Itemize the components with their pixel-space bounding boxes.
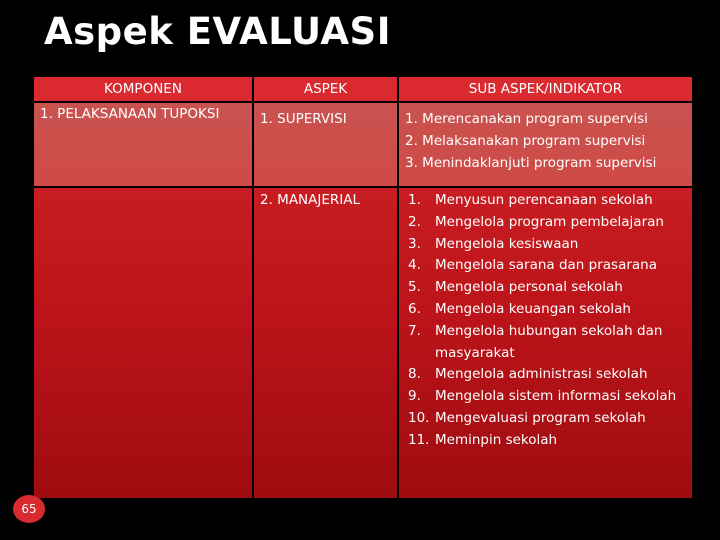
list-item: 1. Menyusun perencanaan sekolah (408, 192, 653, 208)
list-item: 10. Mengevaluasi program sekolah (408, 409, 646, 426)
list-item: 3. Mengelola kesiswaan (408, 235, 579, 252)
header-sub-aspek: SUB ASPEK/INDIKATOR (399, 77, 692, 101)
list-item: 7. Mengelola hubungan sekolah dan masyarakat (408, 322, 663, 361)
komponen-cell-empty (34, 188, 252, 498)
list-item: 5. Mengelola personal sekolah (408, 279, 623, 296)
page-number-badge: 65 (13, 495, 45, 523)
header-aspek: ASPEK (254, 77, 397, 101)
aspek-cell-manajerial (254, 188, 397, 498)
komponen-label: 1. PELAKSANAAN TUPOKSI (40, 106, 220, 122)
indikator-cell-manajerial (399, 188, 692, 498)
list-item: 9. Mengelola sistem informasi sekolah (408, 388, 677, 405)
list-item: 11. Meminpin sekolah (408, 431, 558, 448)
indikator-item: 1. Merencanakan program supervisi (405, 111, 648, 127)
list-item: 2. Mengelola program pembelajaran (408, 213, 664, 230)
indikator-item: 3. Menindaklanjuti program supervisi (405, 154, 657, 171)
indikator-list-manajerial (408, 190, 686, 452)
aspek-label-manajerial: 2. MANAJERIAL (260, 192, 361, 208)
aspek-cell-supervisi (254, 103, 397, 186)
komponen-cell (34, 103, 252, 186)
header-komponen: KOMPONEN (34, 77, 252, 101)
slide-title: Aspek EVALUASI (44, 10, 391, 53)
list-item: 6. Mengelola keuangan sekolah (408, 300, 631, 317)
aspek-label-supervisi: 1. SUPERVISI (260, 111, 347, 127)
indikator-item: 2. Melaksanakan program supervisi (405, 132, 646, 149)
indikator-cell-supervisi (399, 103, 692, 186)
indikator-list-supervisi (399, 103, 692, 174)
list-item: 4. Mengelola sarana dan prasarana (408, 257, 657, 274)
list-item: 8. Mengelola administrasi sekolah (408, 366, 648, 383)
